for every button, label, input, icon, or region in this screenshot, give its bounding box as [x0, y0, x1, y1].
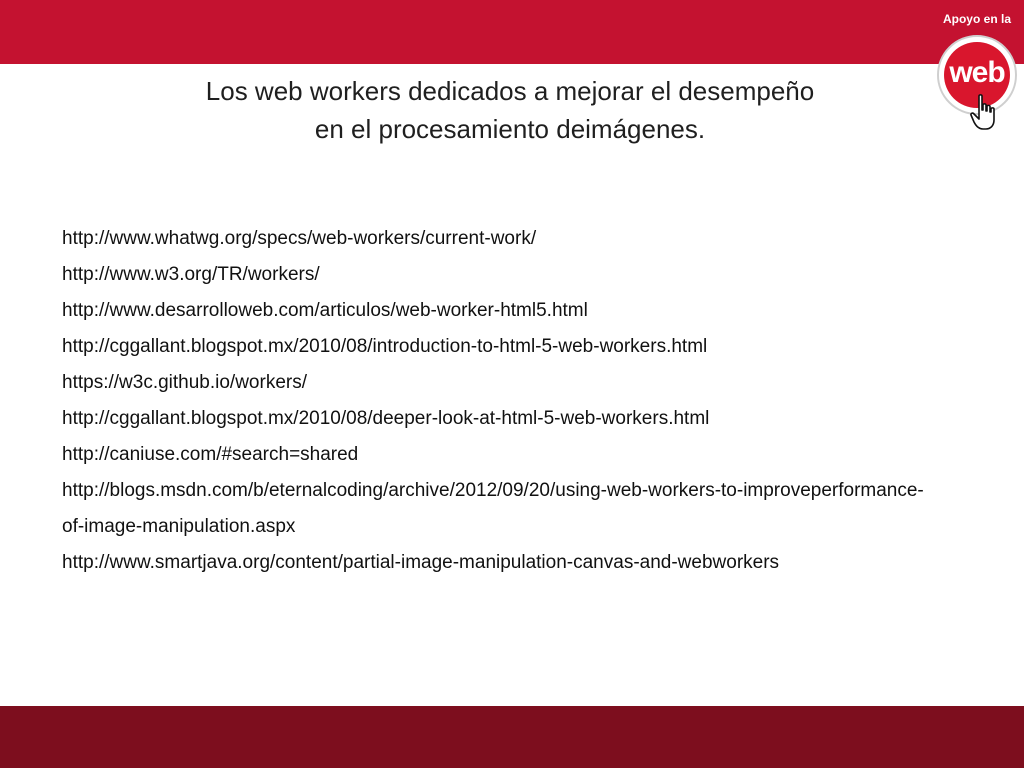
- footer-bar: [0, 706, 1024, 768]
- title-line-2: en el procesamiento deimágenes.: [314, 114, 706, 144]
- reference-link[interactable]: http://cggallant.blogspot.mx/2010/08/deeper-look-at-html-5-web-workers.html: [62, 408, 710, 429]
- logo-word: web: [949, 56, 1005, 89]
- slide-title: [110, 72, 910, 148]
- logo-caption: Apoyo en la: [942, 12, 1011, 26]
- reference-link[interactable]: of-image-manipulation.aspx: [62, 516, 296, 537]
- reference-link-list: [62, 226, 962, 586]
- reference-link[interactable]: http://www.smartjava.org/content/partial-image-manipulation-canvas-and-webworkers: [62, 552, 780, 573]
- reference-link[interactable]: https://w3c.github.io/workers/: [62, 372, 307, 393]
- reference-link[interactable]: http://www.desarrolloweb.com/articulos/web-worker-html5.html: [62, 300, 588, 321]
- reference-link[interactable]: http://www.w3.org/TR/workers/: [62, 264, 320, 285]
- hand-cursor-icon: [970, 94, 1000, 132]
- reference-link[interactable]: http://blogs.msdn.com/b/eternalcoding/archive/2012/09/20/using-web-workers-to-improveperformance-: [62, 480, 924, 501]
- reference-link[interactable]: http://caniuse.com/#search=shared: [62, 444, 359, 465]
- reference-link[interactable]: http://cggallant.blogspot.mx/2010/08/introduction-to-html-5-web-workers.html: [62, 336, 708, 357]
- title-line-1: Los web workers dedicados a mejorar el desempeño: [205, 76, 815, 106]
- apoyo-web-logo: [930, 8, 1024, 138]
- header-bar: [0, 0, 1024, 64]
- reference-link[interactable]: http://www.whatwg.org/specs/web-workers/current-work/: [62, 228, 537, 249]
